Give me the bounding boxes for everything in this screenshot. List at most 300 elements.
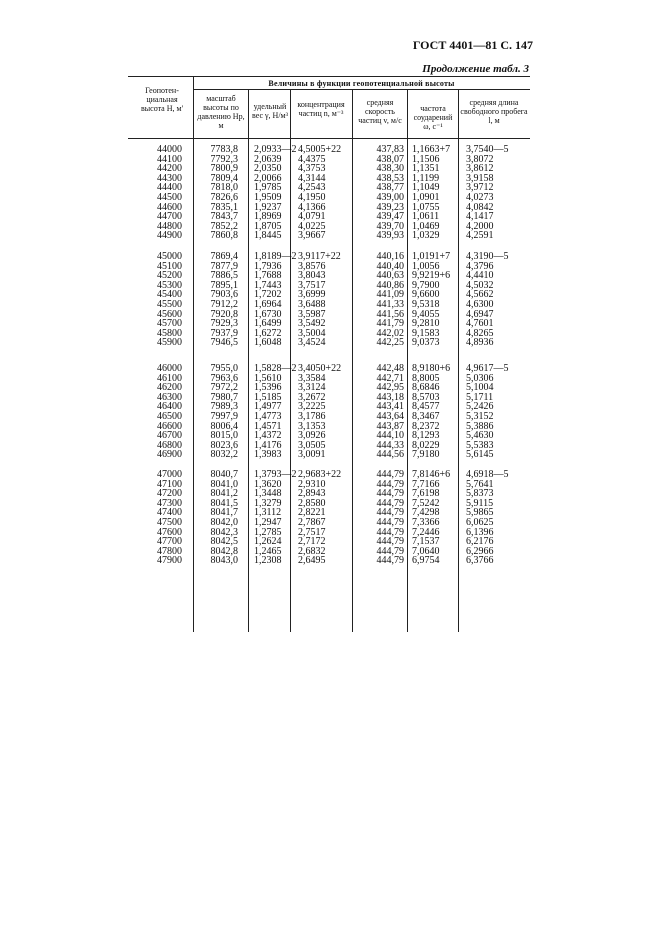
table-cell: 2,0066 bbox=[254, 172, 282, 184]
table-cell: 7989,3 bbox=[210, 401, 238, 413]
column-geopotential-height bbox=[138, 252, 182, 348]
table-cell: 444,10 bbox=[376, 430, 404, 442]
table-cell: 2,8580 bbox=[298, 497, 326, 509]
table-cell: 44800 bbox=[157, 220, 182, 232]
table-cell: 8042,8 bbox=[210, 545, 238, 557]
table-cell: 3,8072 bbox=[466, 153, 494, 165]
table-cell: 438,07 bbox=[376, 153, 404, 165]
table-cell: 1,3448 bbox=[254, 488, 282, 500]
table-cell: 7800,9 bbox=[210, 163, 238, 175]
table-cell: 7,4298 bbox=[412, 507, 440, 519]
column-velocity bbox=[360, 145, 404, 241]
table-cell: 1,5828—2 bbox=[254, 363, 297, 374]
table-cell: 5,2426 bbox=[466, 401, 494, 413]
table-cell: 47100 bbox=[157, 478, 182, 490]
table-cell: 8042,5 bbox=[210, 536, 238, 548]
table-cell: 5,3152 bbox=[466, 410, 494, 422]
table-cell: 8,4577 bbox=[412, 401, 440, 413]
table-cell: 4,5005+22 bbox=[298, 144, 342, 155]
table-cell: 8042,3 bbox=[210, 526, 238, 538]
table-cell: 1,0611 bbox=[412, 211, 440, 223]
table-cell: 1,4977 bbox=[254, 401, 282, 413]
column-scale-height bbox=[198, 470, 238, 566]
table-cell: 8041,5 bbox=[210, 497, 238, 509]
table-cell: 442,95 bbox=[376, 382, 404, 394]
table-cell: 7,5242 bbox=[412, 497, 440, 509]
table-cell: 444,79 bbox=[376, 526, 404, 538]
table-cell: 46600 bbox=[157, 420, 182, 432]
table-cell: 6,9754 bbox=[412, 555, 440, 567]
column-frequency bbox=[412, 252, 470, 348]
table-cell: 7809,4 bbox=[210, 172, 238, 184]
table-cell: 441,79 bbox=[376, 318, 404, 330]
table-cell: 7,6198 bbox=[412, 488, 440, 500]
table-cell: 7,1537 bbox=[412, 536, 440, 548]
table-cell: 4,2591 bbox=[466, 230, 494, 242]
column-concentration bbox=[298, 470, 356, 566]
column-mean-free-path bbox=[466, 252, 524, 348]
table-cell: 2,9683+22 bbox=[298, 469, 342, 480]
table-cell: 47400 bbox=[157, 507, 182, 519]
table-cell: 3,1353 bbox=[298, 420, 326, 432]
table-cell: 1,7688 bbox=[254, 270, 282, 282]
table-cell: 439,00 bbox=[376, 191, 404, 203]
table-cell: 1,8445 bbox=[254, 230, 282, 242]
table-cell: 5,1004 bbox=[466, 382, 494, 394]
table-cell: 7980,7 bbox=[210, 391, 238, 403]
table-cell: 7912,2 bbox=[210, 298, 238, 310]
table-cell: 7937,9 bbox=[210, 327, 238, 339]
table-cell: 1,6499 bbox=[254, 318, 282, 330]
column-mean-free-path bbox=[466, 364, 524, 460]
table-cell: 7929,3 bbox=[210, 318, 238, 330]
column-velocity bbox=[360, 470, 404, 566]
table-cell: 444,79 bbox=[376, 516, 404, 528]
table-cell: 4,5032 bbox=[466, 279, 494, 291]
table-cell: 444,79 bbox=[376, 488, 404, 500]
table-cell: 437,83 bbox=[376, 144, 404, 155]
table-cell: 4,1950 bbox=[298, 191, 326, 203]
table-cell: 4,0225 bbox=[298, 220, 326, 232]
table-cell: 4,0273 bbox=[466, 191, 494, 203]
table-cell: 1,0329 bbox=[412, 230, 440, 242]
table-cell: 1,1199 bbox=[412, 172, 440, 184]
table-cell: 1,1351 bbox=[412, 163, 440, 175]
table-cell: 439,93 bbox=[376, 230, 404, 242]
table-cell: 44000 bbox=[157, 144, 182, 155]
table-cell: 5,9865 bbox=[466, 507, 494, 519]
table-cell: 3,5492 bbox=[298, 318, 326, 330]
table-cell: 7,7166 bbox=[412, 478, 440, 490]
table-cell: 8042,0 bbox=[210, 516, 238, 528]
table-cell: 7963,6 bbox=[210, 372, 238, 384]
group-header-rule bbox=[193, 89, 530, 90]
table-cell: 1,7936 bbox=[254, 260, 282, 272]
table-cell: 8032,2 bbox=[210, 449, 238, 461]
table-cell: 46100 bbox=[157, 372, 182, 384]
column-concentration bbox=[298, 364, 356, 460]
page-header: ГОСТ 4401—81 С. 147 bbox=[412, 38, 533, 52]
header-concentration: концентрация частиц n, м⁻³ bbox=[297, 100, 345, 118]
column-geopotential-height bbox=[138, 364, 182, 460]
table-cell: 1,3793—2 bbox=[254, 469, 297, 480]
table-cell: 444,79 bbox=[376, 555, 404, 567]
table-cell: 1,4372 bbox=[254, 430, 282, 442]
table-cell: 8040,7 bbox=[210, 469, 238, 480]
table-cell: 1,8189—2 bbox=[254, 251, 297, 262]
table-cell: 2,8943 bbox=[298, 488, 326, 500]
table-cell: 444,79 bbox=[376, 497, 404, 509]
table-cell: 9,7900 bbox=[412, 279, 440, 291]
table-cell: 7903,6 bbox=[210, 289, 238, 301]
table-cell: 443,18 bbox=[376, 391, 404, 403]
table-cell: 1,1506 bbox=[412, 153, 440, 165]
table-cell: 45100 bbox=[157, 260, 182, 272]
table-cell: 5,7641 bbox=[466, 478, 494, 490]
table-cell: 1,9509 bbox=[254, 191, 282, 203]
data-table bbox=[128, 76, 530, 632]
column-concentration bbox=[298, 145, 356, 241]
header-scale-height: масштаб высоты по давлению Hp, м bbox=[197, 94, 245, 130]
table-cell: 4,4410 bbox=[466, 270, 494, 282]
table-cell: 5,0306 bbox=[466, 372, 494, 384]
table-cell: 4,2543 bbox=[298, 182, 326, 194]
table-cell: 9,5318 bbox=[412, 298, 440, 310]
table-cell: 5,5383 bbox=[466, 439, 494, 451]
table-cell: 8,8005 bbox=[412, 372, 440, 384]
header-specific-weight: удельный вес γ, Н/м³ bbox=[251, 102, 289, 120]
table-cell: 4,0791 bbox=[298, 211, 326, 223]
table-cell: 7955,0 bbox=[210, 363, 238, 374]
table-cell: 1,2308 bbox=[254, 555, 282, 567]
column-mean-free-path bbox=[466, 145, 524, 241]
table-cell: 46400 bbox=[157, 401, 182, 413]
table-cell: 1,5185 bbox=[254, 391, 282, 403]
table-cell: 8,1293 bbox=[412, 430, 440, 442]
table-cell: 1,6048 bbox=[254, 337, 282, 349]
column-scale-height bbox=[198, 252, 238, 348]
table-cell: 441,56 bbox=[376, 308, 404, 320]
table-cell: 7886,5 bbox=[210, 270, 238, 282]
table-cell: 3,7540—5 bbox=[466, 144, 509, 155]
table-cell: 3,2672 bbox=[298, 391, 326, 403]
table-cell: 6,0625 bbox=[466, 516, 494, 528]
table-cell: 5,8373 bbox=[466, 488, 494, 500]
table-cell: 442,02 bbox=[376, 327, 404, 339]
table-cell: 4,3190—5 bbox=[466, 251, 509, 262]
table-cell: 3,2225 bbox=[298, 401, 326, 413]
table-cell: 4,4375 bbox=[298, 153, 326, 165]
table-cell: 7,3366 bbox=[412, 516, 440, 528]
column-concentration bbox=[298, 252, 356, 348]
table-cell: 44100 bbox=[157, 153, 182, 165]
table-cell: 1,3983 bbox=[254, 449, 282, 461]
table-cell: 1,6964 bbox=[254, 298, 282, 310]
table-cell: 3,9712 bbox=[466, 182, 494, 194]
table-cell: 3,0926 bbox=[298, 430, 326, 442]
table-cell: 5,9115 bbox=[466, 497, 494, 509]
table-cell: 7895,1 bbox=[210, 279, 238, 291]
table-cell: 4,8265 bbox=[466, 327, 494, 339]
table-cell: 5,3886 bbox=[466, 420, 494, 432]
table-cell: 1,6730 bbox=[254, 308, 282, 320]
table-cell: 441,09 bbox=[376, 289, 404, 301]
col-divider bbox=[193, 76, 194, 632]
table-cell: 3,6999 bbox=[298, 289, 326, 301]
table-cell: 3,8043 bbox=[298, 270, 326, 282]
table-cell: 44700 bbox=[157, 211, 182, 223]
column-frequency bbox=[412, 470, 470, 566]
table-cell: 7,2446 bbox=[412, 526, 440, 538]
table-cell: 4,3144 bbox=[298, 172, 326, 184]
table-cell: 4,6947 bbox=[466, 308, 494, 320]
table-cell: 4,5662 bbox=[466, 289, 494, 301]
table-cell: 1,3112 bbox=[254, 507, 282, 519]
table-cell: 47200 bbox=[157, 488, 182, 500]
table-cell: 8,0229 bbox=[412, 439, 440, 451]
table-cell: 6,1396 bbox=[466, 526, 494, 538]
table-cell: 1,5610 bbox=[254, 372, 282, 384]
table-cell: 8,6846 bbox=[412, 382, 440, 394]
table-cell: 47300 bbox=[157, 497, 182, 509]
table-cell: 7,0640 bbox=[412, 545, 440, 557]
table-cell: 8041,7 bbox=[210, 507, 238, 519]
table-cell: 5,4630 bbox=[466, 430, 494, 442]
column-scale-height bbox=[198, 364, 238, 460]
table-cell: 8,3467 bbox=[412, 410, 440, 422]
table-cell: 4,6300 bbox=[466, 298, 494, 310]
table-cell: 1,4773 bbox=[254, 410, 282, 422]
table-cell: 44600 bbox=[157, 201, 182, 213]
table-cell: 1,4571 bbox=[254, 420, 282, 432]
table-cell: 3,9667 bbox=[298, 230, 326, 242]
column-frequency bbox=[412, 145, 470, 241]
table-cell: 1,5396 bbox=[254, 382, 282, 394]
table-cell: 1,0191+7 bbox=[412, 251, 451, 262]
table-cell: 4,1417 bbox=[466, 211, 494, 223]
table-cell: 7860,8 bbox=[210, 230, 238, 242]
header-frequency: частота соударений ω, с⁻¹ bbox=[413, 104, 453, 131]
column-geopotential-height bbox=[138, 145, 182, 241]
table-cell: 1,8969 bbox=[254, 211, 282, 223]
table-cell: 47700 bbox=[157, 536, 182, 548]
table-cell: 1,2465 bbox=[254, 545, 282, 557]
table-cell: 45400 bbox=[157, 289, 182, 301]
table-cell: 7852,2 bbox=[210, 220, 238, 232]
table-cell: 7997,9 bbox=[210, 410, 238, 422]
table-cell: 45900 bbox=[157, 337, 182, 349]
table-cell: 6,2176 bbox=[466, 536, 494, 548]
table-cell: 7972,2 bbox=[210, 382, 238, 394]
table-cell: 442,71 bbox=[376, 372, 404, 384]
table-cell: 7877,9 bbox=[210, 260, 238, 272]
table-cell: 4,9617—5 bbox=[466, 363, 509, 374]
table-cell: 8006,4 bbox=[210, 420, 238, 432]
table-cell: 7,8146+6 bbox=[412, 469, 451, 480]
table-cell: 3,9117+22 bbox=[298, 251, 341, 262]
table-cell: 3,8576 bbox=[298, 260, 326, 272]
table-cell: 9,4055 bbox=[412, 308, 440, 320]
table-cell: 439,23 bbox=[376, 201, 404, 213]
table-cell: 3,0505 bbox=[298, 439, 326, 451]
table-cell: 441,33 bbox=[376, 298, 404, 310]
table-cell: 438,53 bbox=[376, 172, 404, 184]
table-cell: 46700 bbox=[157, 430, 182, 442]
table-cell: 442,25 bbox=[376, 337, 404, 349]
header-geopotential-height: Геопотен-циальная высота H, м' bbox=[140, 86, 184, 113]
column-geopotential-height bbox=[138, 470, 182, 566]
table-cell: 7920,8 bbox=[210, 308, 238, 320]
table-cell: 4,7601 bbox=[466, 318, 494, 330]
column-velocity bbox=[360, 364, 404, 460]
table-cell: 3,9158 bbox=[466, 172, 494, 184]
table-cell: 443,87 bbox=[376, 420, 404, 432]
column-frequency bbox=[412, 364, 470, 460]
table-cell: 8,2372 bbox=[412, 420, 440, 432]
table-cell: 3,5987 bbox=[298, 308, 326, 320]
table-cell: 440,63 bbox=[376, 270, 404, 282]
table-cell: 2,7867 bbox=[298, 516, 326, 528]
table-cell: 45500 bbox=[157, 298, 182, 310]
table-cell: 1,3279 bbox=[254, 497, 282, 509]
table-cell: 44900 bbox=[157, 230, 182, 242]
table-cell: 1,6272 bbox=[254, 327, 282, 339]
table-cell: 7946,5 bbox=[210, 337, 238, 349]
table-cell: 439,70 bbox=[376, 220, 404, 232]
table-cell: 7826,6 bbox=[210, 191, 238, 203]
column-scale-height bbox=[198, 145, 238, 241]
table-cell: 1,1049 bbox=[412, 182, 440, 194]
table-cell: 44200 bbox=[157, 163, 182, 175]
table-cell: 8041,0 bbox=[210, 478, 238, 490]
table-cell: 1,3620 bbox=[254, 478, 282, 490]
table-cell: 3,3124 bbox=[298, 382, 326, 394]
header-bottom-rule bbox=[128, 138, 530, 139]
table-cell: 5,1711 bbox=[466, 391, 494, 403]
table-cell: 4,8936 bbox=[466, 337, 494, 349]
table-cell: 1,0469 bbox=[412, 220, 440, 232]
table-cell: 1,2785 bbox=[254, 526, 282, 538]
table-cell: 444,79 bbox=[376, 478, 404, 490]
table-top-rule bbox=[128, 76, 530, 77]
table-cell: 444,33 bbox=[376, 439, 404, 451]
column-mean-free-path bbox=[466, 470, 524, 566]
table-cell: 9,2810 bbox=[412, 318, 440, 330]
table-cell: 4,6918—5 bbox=[466, 469, 509, 480]
table-cell: 7,9180 bbox=[412, 449, 440, 461]
table-cell: 3,3584 bbox=[298, 372, 326, 384]
table-cell: 45000 bbox=[157, 251, 182, 262]
column-velocity bbox=[360, 252, 404, 348]
table-cell: 2,9310 bbox=[298, 478, 326, 490]
table-cell: 8,9180+6 bbox=[412, 363, 451, 374]
table-cell: 45300 bbox=[157, 279, 182, 291]
table-cell: 46500 bbox=[157, 410, 182, 422]
table-cell: 438,77 bbox=[376, 182, 404, 194]
table-cell: 2,7517 bbox=[298, 526, 326, 538]
table-cell: 438,30 bbox=[376, 163, 404, 175]
table-cell: 1,7202 bbox=[254, 289, 282, 301]
table-cell: 45700 bbox=[157, 318, 182, 330]
table-cell: 1,0755 bbox=[412, 201, 440, 213]
table-cell: 9,9219+6 bbox=[412, 270, 451, 282]
table-cell: 444,79 bbox=[376, 469, 404, 480]
table-cell: 2,7172 bbox=[298, 536, 326, 548]
table-cell: 444,79 bbox=[376, 507, 404, 519]
table-cell: 3,7517 bbox=[298, 279, 326, 291]
table-cell: 2,0350 bbox=[254, 163, 282, 175]
col-divider bbox=[248, 89, 249, 632]
table-cell: 4,2000 bbox=[466, 220, 494, 232]
table-cell: 46300 bbox=[157, 391, 182, 403]
col-divider bbox=[407, 89, 408, 632]
table-cell: 1,2624 bbox=[254, 536, 282, 548]
table-cell: 47900 bbox=[157, 555, 182, 567]
table-cell: 440,40 bbox=[376, 260, 404, 272]
table-cell: 3,0091 bbox=[298, 449, 326, 461]
table-cell: 46200 bbox=[157, 382, 182, 394]
table-cell: 443,41 bbox=[376, 401, 404, 413]
table-cell: 1,9237 bbox=[254, 201, 282, 213]
table-cell: 44300 bbox=[157, 172, 182, 184]
table-cell: 2,0933—2 bbox=[254, 144, 297, 155]
table-cell: 440,16 bbox=[376, 251, 404, 262]
table-cell: 47800 bbox=[157, 545, 182, 557]
header-velocity: средняя скорость частиц v, м/с bbox=[358, 98, 402, 125]
table-cell: 2,6832 bbox=[298, 545, 326, 557]
table-cell: 1,8705 bbox=[254, 220, 282, 232]
table-cell: 440,86 bbox=[376, 279, 404, 291]
table-cell: 4,1366 bbox=[298, 201, 326, 213]
table-cell: 7843,7 bbox=[210, 211, 238, 223]
table-cell: 3,6488 bbox=[298, 298, 326, 310]
table-cell: 4,0842 bbox=[466, 201, 494, 213]
table-cell: 1,9785 bbox=[254, 182, 282, 194]
table-cell: 45600 bbox=[157, 308, 182, 320]
table-cell: 44500 bbox=[157, 191, 182, 203]
table-cell: 7818,0 bbox=[210, 182, 238, 194]
table-cell: 444,79 bbox=[376, 545, 404, 557]
table-cell: 45800 bbox=[157, 327, 182, 339]
table-cell: 4,3796 bbox=[466, 260, 494, 272]
table-cell: 444,56 bbox=[376, 449, 404, 461]
table-cell: 4,3753 bbox=[298, 163, 326, 175]
continuation-label: Продолжение табл. 3 bbox=[422, 63, 529, 75]
table-cell: 9,0373 bbox=[412, 337, 440, 349]
table-cell: 1,4176 bbox=[254, 439, 282, 451]
table-cell: 3,5004 bbox=[298, 327, 326, 339]
table-cell: 2,6495 bbox=[298, 555, 326, 567]
table-cell: 1,0901 bbox=[412, 191, 440, 203]
table-cell: 2,0639 bbox=[254, 153, 282, 165]
table-cell: 1,0056 bbox=[412, 260, 440, 272]
table-cell: 1,1663+7 bbox=[412, 144, 451, 155]
table-cell: 8023,6 bbox=[210, 439, 238, 451]
table-cell: 8043,0 bbox=[210, 555, 238, 567]
header-mean-free-path: средняя длина свободного пробега l, м bbox=[460, 98, 528, 125]
table-cell: 47000 bbox=[157, 469, 182, 480]
table-cell: 46800 bbox=[157, 439, 182, 451]
table-cell: 442,48 bbox=[376, 363, 404, 374]
table-cell: 8,5703 bbox=[412, 391, 440, 403]
table-cell: 3,4050+22 bbox=[298, 363, 342, 374]
header-group: Величины в функции геопотенциальной высоты bbox=[268, 79, 455, 88]
table-cell: 45200 bbox=[157, 270, 182, 282]
table-cell: 444,79 bbox=[376, 536, 404, 548]
table-cell: 47600 bbox=[157, 526, 182, 538]
table-cell: 3,4524 bbox=[298, 337, 326, 349]
table-cell: 9,1583 bbox=[412, 327, 440, 339]
